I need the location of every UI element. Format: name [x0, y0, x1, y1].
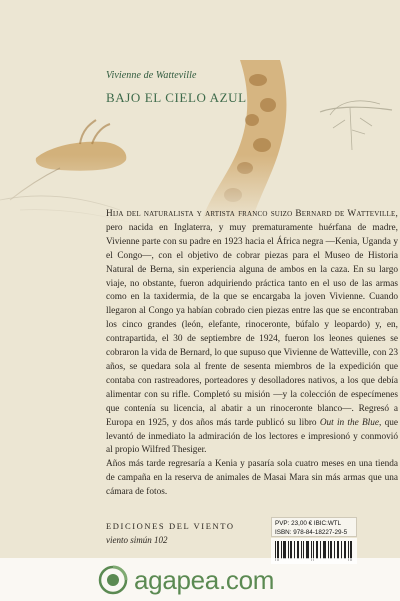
book-title-reference: Out in the Blue: [319, 417, 380, 428]
synopsis-paragraph-1-end: , que levantó de inmediato la admiración de los lectores e impresionó y conmovió al propio Wilfred Thesiger.: [106, 417, 399, 456]
book-title: BAJO EL CIELO AZUL: [106, 90, 247, 105]
synopsis-paragraph-2: Años más tarde regresaría a Kenia y pasaría sola cuatro meses en una tienda de campaña en la reserva de animales de Masai Mara sin más armas que una cámara de fotos.: [106, 459, 398, 498]
author-name: Vivienne de Watteville: [106, 70, 197, 81]
isbn-line: ISBN: 978-84-18227-29-5: [275, 529, 348, 536]
price-sticker: [271, 517, 357, 537]
series-name: viento simún 102: [106, 535, 168, 545]
synopsis-lead-caps: Hija del naturalista y artista franco suizo Bernard de Watteville,: [106, 209, 398, 219]
watermark-text: agapea.com: [134, 564, 275, 595]
publisher-name: EDICIONES DEL VIENTO: [106, 521, 235, 531]
synopsis-text: [106, 208, 398, 500]
acacia-tree-icon: [320, 101, 392, 150]
agapea-logo-icon: [98, 565, 128, 595]
price-line: PVP: 23,00 € IBIC:WTL: [275, 520, 342, 527]
synopsis-paragraph-1: [106, 208, 398, 458]
giraffe-illustration: [0, 60, 400, 225]
watermark-logo: [98, 562, 274, 598]
synopsis-paragraph-1-body: pero nacida en Inglaterra, y muy prematuramente huérfana de madre, Vivienne parte con su padre en 1923 hacia el África negra —Kenia, Uganda y el Congo—, con el objetivo de cobrar piezas para el Museo de Historia Natural de Berna, sin experiencia alguna de ambos en la caza. En su largo viaje, no obstante, fueron adquiriendo práctica tanto en el uso de las armas como en la taxidermia, de la que se encargaba la joven Vivienne. Cuando llegaron al Congo ya habían cobrado cien piezas entre las que se encontraban los cinco grandes (león, elefante, rinoceronte, búfalo y leopardo) y, en, contrapartida, el 30 de septiembre de 1924, fueron los leones quienes se cobraron la vida de Bernard, lo que supuso que Vivienne de Watteville, con 23 años, se quedara sola al frente de sesenta miembros de la expedición que contaba con rastreadores, porteadores y desolladores nativos, a los que debía alimentar con su rifle. Completó su misión —y la colección de especímenes que contenía su licencia, al abatir a un rinoceronte blanco—. Regresó a Europa en 1925, y dos años más tarde publicó su libro: [106, 222, 398, 428]
